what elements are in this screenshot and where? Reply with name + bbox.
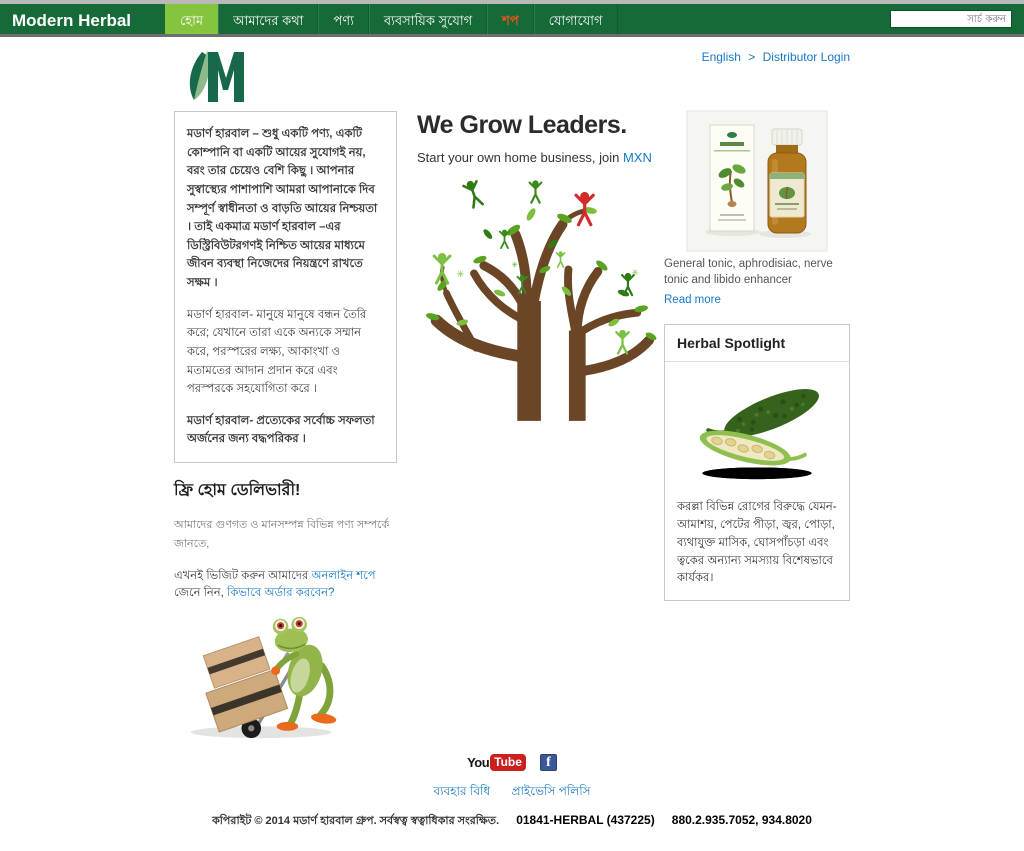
page-title: We Grow Leaders. bbox=[417, 111, 627, 139]
nav-item-about[interactable]: আমাদের কথা bbox=[218, 4, 318, 34]
product-caption: General tonic, aphrodisiac, nerve tonic and libido enhancer bbox=[664, 258, 833, 287]
main-navbar bbox=[0, 4, 1024, 37]
intro-paragraph-2: মডার্ণ হারবাল- মানুষে মানুষে বন্ধন তৈরি করে; যেখানে তারা একে অন্যকে সম্মান করে, পরস্পরের লক্ষ্য, আকাংখা ও মতামতের আদান প্রদান করে এবং পরস্পরকে সহযোগিতা করে । bbox=[187, 308, 367, 396]
m-leaf-logo-icon bbox=[182, 46, 250, 112]
mxn-link[interactable]: MXN bbox=[622, 150, 652, 165]
facebook-icon[interactable]: f bbox=[540, 754, 557, 771]
youtube-icon[interactable] bbox=[467, 754, 526, 771]
intro-paragraph-3: মডার্ণ হারবাল- প্রত্যেকের সর্বোচ্চ সফলতা অর্জনের জন্য বদ্ধপরিকর । bbox=[187, 414, 375, 446]
nav-item-shop[interactable]: শপ bbox=[487, 4, 534, 34]
header-row bbox=[174, 37, 850, 109]
phone-number-1: 01841-HERBAL (437225) bbox=[516, 812, 655, 827]
distributor-login-link[interactable]: Distributor Login bbox=[762, 50, 850, 64]
herbal-spotlight-title: Herbal Spotlight bbox=[665, 325, 849, 362]
spotlight-description: করল্লা বিভিন্ন রোগের বিরুদ্ধে যেমন- আমাশয়, পেটের পীড়া, জ্বর, পোড়া, ব্যথাযুক্ত মাসিক, ঘোসপাঁচড়া এবং ত্বকের অন্যান্য সমস্যায় বিশেষভাবে কার্যকর। bbox=[677, 501, 837, 585]
spotlight-image-wrap bbox=[665, 362, 849, 493]
frog-handtruck-icon bbox=[174, 609, 352, 741]
nav-menu bbox=[165, 4, 890, 34]
bitter-gourd-photo bbox=[679, 372, 835, 484]
left-column bbox=[174, 111, 397, 746]
leaders-tree-illustration bbox=[417, 175, 653, 426]
visit-shop-line bbox=[174, 568, 397, 603]
privacy-policy-link[interactable]: প্রাইভেসি পলিসি bbox=[511, 783, 591, 798]
nav-item-contact[interactable]: যোগাযোগ bbox=[534, 4, 618, 34]
company-logo[interactable] bbox=[182, 46, 250, 117]
utility-separator: > bbox=[748, 50, 756, 64]
free-home-delivery-heading: ফ্রি হোম ডেলিভারী! bbox=[174, 482, 301, 499]
utility-links bbox=[702, 46, 850, 64]
svg-text:✳: ✳ bbox=[631, 267, 639, 278]
intro-text-box bbox=[174, 111, 397, 463]
know-prefix-text: জেনে নিন, bbox=[174, 587, 228, 600]
social-row bbox=[174, 754, 850, 771]
phone-number-2: 880.2.935.7052, 934.8020 bbox=[671, 812, 812, 827]
herbal-spotlight-box bbox=[664, 324, 850, 601]
center-column bbox=[417, 111, 653, 426]
footer-copyright-row bbox=[174, 812, 850, 851]
youtube-tube-text: Tube bbox=[490, 754, 526, 771]
svg-text:✳: ✳ bbox=[456, 269, 465, 281]
intro-paragraph-1: মডার্ণ হারবাল – শুধু একটি পণ্য, একটি কোম্পানি বা একটি আয়ের সুযোগই নয়, বরং তার চেয়েও বেশি কিছু । আপনার সুস্বাস্থ্যের পাশাপাশি আমরা আপানাকে দিব সম্পূর্ণ স্বাধীনতা ও বাড়তি আয়ের নিশ্চয়তা । তাই একমাত্র মডার্ণ হারবাল –এর ডিস্ট্রিবিউটরগণই নিশ্চিত আয়ের মাধ্যমে জীবন ব্যবস্থা নিজেদের নিয়ন্ত্রণে রাখতে সক্ষম । bbox=[187, 128, 378, 289]
nav-item-products[interactable]: পণ্য bbox=[318, 4, 368, 34]
search-input[interactable] bbox=[890, 10, 1012, 28]
copyright-text: কপিরাইট © 2014 মডার্ণ হারবাল গ্রুপ. সর্বস্বত্ব স্বত্বাধিকার সংরক্ষিত. bbox=[212, 814, 500, 827]
footer-links bbox=[174, 783, 850, 803]
nav-item-home[interactable]: হোম bbox=[165, 4, 218, 34]
brand-logo-text[interactable]: Modern Herbal bbox=[12, 11, 132, 30]
how-to-order-link[interactable]: কিভাবে অর্ডার করবেন? bbox=[227, 587, 335, 600]
read-more-link[interactable]: Read more bbox=[664, 294, 721, 307]
english-link[interactable]: English bbox=[701, 50, 741, 64]
search-area bbox=[890, 4, 1024, 34]
terms-of-use-link[interactable]: ব্যবহার বিধি bbox=[433, 783, 491, 798]
right-column bbox=[664, 111, 850, 601]
product-photo[interactable] bbox=[687, 111, 827, 251]
online-shop-link[interactable]: অনলাইন শপে bbox=[311, 570, 376, 582]
youtube-you-text: You bbox=[467, 754, 490, 770]
content-columns bbox=[174, 111, 850, 746]
visit-prefix-text: এখনই ভিজিট করুন আমাদের bbox=[174, 570, 312, 582]
hand-tree-icon bbox=[417, 175, 653, 421]
subtitle-line bbox=[417, 150, 653, 165]
frog-delivery-illustration bbox=[174, 609, 397, 746]
delivery-subtext: আমাদের গুণগত ও মানসম্পন্ন বিভিন্ন পণ্য সম্পর্কে জানতে, bbox=[174, 519, 390, 550]
nav-item-business-opportunity[interactable]: ব্যবসায়িক সুযোগ bbox=[369, 4, 487, 34]
svg-text:✳: ✳ bbox=[511, 260, 518, 270]
subtitle-text: Start your own home business, join bbox=[417, 150, 623, 165]
